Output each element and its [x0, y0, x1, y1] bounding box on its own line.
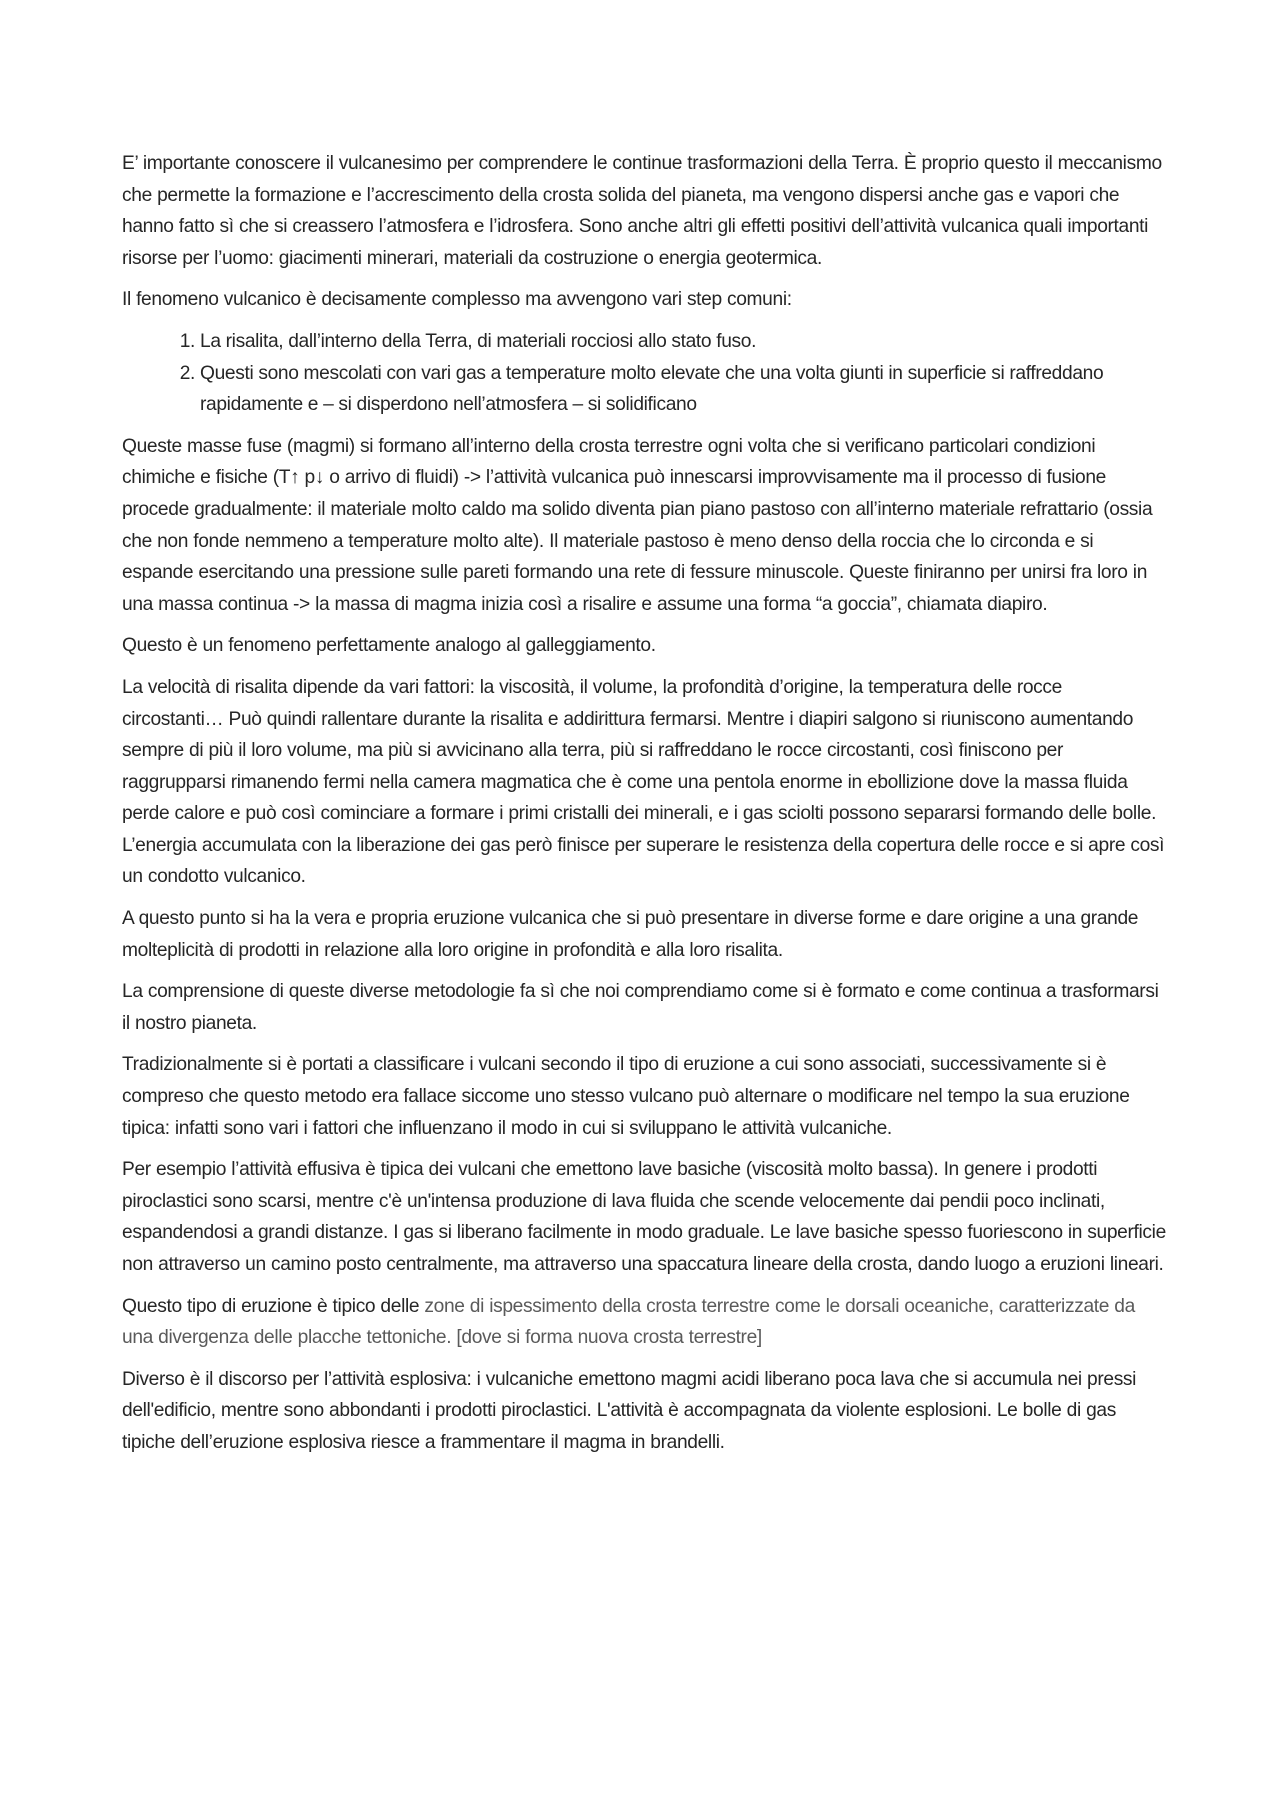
- oceanic-ridges-paragraph: [122, 1291, 1166, 1354]
- step-item-1: 1. La risalita, dall’interno della Terra, di materiali rocciosi allo stato fuso.: [200, 326, 1166, 358]
- rise-speed-paragraph: La velocità di risalita dipende da vari fattori: la viscosità, il volume, la profondità d’origine, la temperatura delle rocce circostanti… Può quindi rallentare durante la risalita e addirittura fermarsi. Mentre i diapiri salgono si riuniscono aumentando sempre di più il loro volume, ma più si avvicinano alla terra, più si raffreddano le rocce circostanti, così finiscono per raggrupparsi rimanendo fermi nella camera magmatica che è come una pentola enorme in ebollizione dove la massa fluida perde calore e può così cominciare a formare i primi cristalli dei minerali, e i gas sciolti possono separarsi formando delle bolle. L’energia accumulata con la liberazione dei gas però finisce per superare le resistenza della copertura delle rocce e si apre così un condotto vulcanico.: [122, 676, 1165, 888]
- eruption-paragraph: A questo punto si ha la vera e propria eruzione vulcanica che si può presentare in diverse forme e dare origine a una grande molteplicità di prodotti in relazione alla loro origine in profondità e alla loro risalita.: [122, 908, 1139, 961]
- buoyancy-paragraph: Questo è un fenomeno perfettamente analogo al galleggiamento.: [122, 635, 656, 657]
- magma-formation-paragraph: Queste masse fuse (magmi) si formano all’interno della crosta terrestre ogni volta che si verificano particolari condizioni chimiche e fisiche (T↑ p↓ o arrivo di fluidi) -> l’attività vulcanica può innescarsi improvvisamente ma il processo di fusione procede gradualmente: il materiale molto caldo ma solido diventa pian piano pastoso con all’interno materiale refrattario (ossia che non fonde nemmeno a temperature molto alte). Il materiale pastoso è meno denso della roccia che lo circonda e si espande esercitando una pressione sulle pareti formando una rete di fessure minuscole. Queste finiranno per unirsi fra loro in una massa continua -> la massa di magma inizia così a risalire e assume una forma “a goccia”, chiamata diapiro.: [122, 435, 1153, 615]
- steps-list: [122, 326, 1166, 421]
- comprehension-paragraph: La comprensione di queste diverse metodologie fa sì che noi comprendiamo come si è formato e come continua a trasformarsi il nostro pianeta.: [122, 981, 1159, 1034]
- effusive-activity-paragraph: Per esempio l’attività effusiva è tipica dei vulcani che emettono lave basiche (viscosità molto bassa). In genere i prodotti piroclastici sono scarsi, mentre c'è un'intensa produzione di lava fluida che scende velocemente dai pendii poco inclinati, espandendosi a grandi distanze. I gas si liberano facilmente in modo graduale. Le lave basiche spesso fuoriescono in superficie non attraverso un camino posto centralmente, ma attraverso una spaccatura lineare della crosta, dando luogo a eruzioni lineari.: [122, 1159, 1166, 1275]
- oceanic-ridges-lead: Questo tipo di eruzione è tipico delle: [122, 1295, 425, 1317]
- oceanic-ridges-detail: zone di ispessimento della crosta terrestre come le dorsali oceaniche, caratterizzate da una divergenza delle placche tettoniche. [dove si forma nuova crosta terrestre]: [122, 1295, 1135, 1349]
- explosive-activity-paragraph: Diverso è il discorso per l’attività esplosiva: i vulcaniche emettono magmi acidi liberano poca lava che si accumula nei pressi dell'edificio, mentre sono abbondanti i prodotti piroclastici. L'attività è accompagnata da violente esplosioni. Le bolle di gas tipiche dell’eruzione esplosiva riesce a frammentare il magma in brandelli.: [122, 1368, 1137, 1453]
- steps-intro-paragraph: Il fenomeno vulcanico è decisamente complesso ma avvengono vari step comuni:: [122, 289, 792, 311]
- step-item-2: 2. Questi sono mescolati con vari gas a temperature molto elevate che una volta giunti in superficie si raffreddano rapidamente e – si disperdono nell’atmosfera – si solidificano: [200, 358, 1166, 421]
- classification-paragraph: Tradizionalmente si è portati a classificare i vulcani secondo il tipo di eruzione a cui sono associati, successivamente si è compreso che questo metodo era fallace siccome uno stesso vulcano può alternare o modificare nel tempo la sua eruzione tipica: infatti sono vari i fattori che influenzano il modo in cui si sviluppano le attività vulcaniche.: [122, 1054, 1130, 1139]
- intro-paragraph: E’ importante conoscere il vulcanesimo per comprendere le continue trasformazioni della Terra. È proprio questo il meccanismo che permette la formazione e l’accrescimento della crosta solida del pianeta, ma vengono dispersi anche gas e vapori che hanno fatto sì che si creassero l’atmosfera e l’idrosfera. Sono anche altri gli effetti positivi dell’attività vulcanica quali importanti risorse per l’uomo: giacimenti minerari, materiali da costruzione o energia geotermica.: [122, 153, 1162, 269]
